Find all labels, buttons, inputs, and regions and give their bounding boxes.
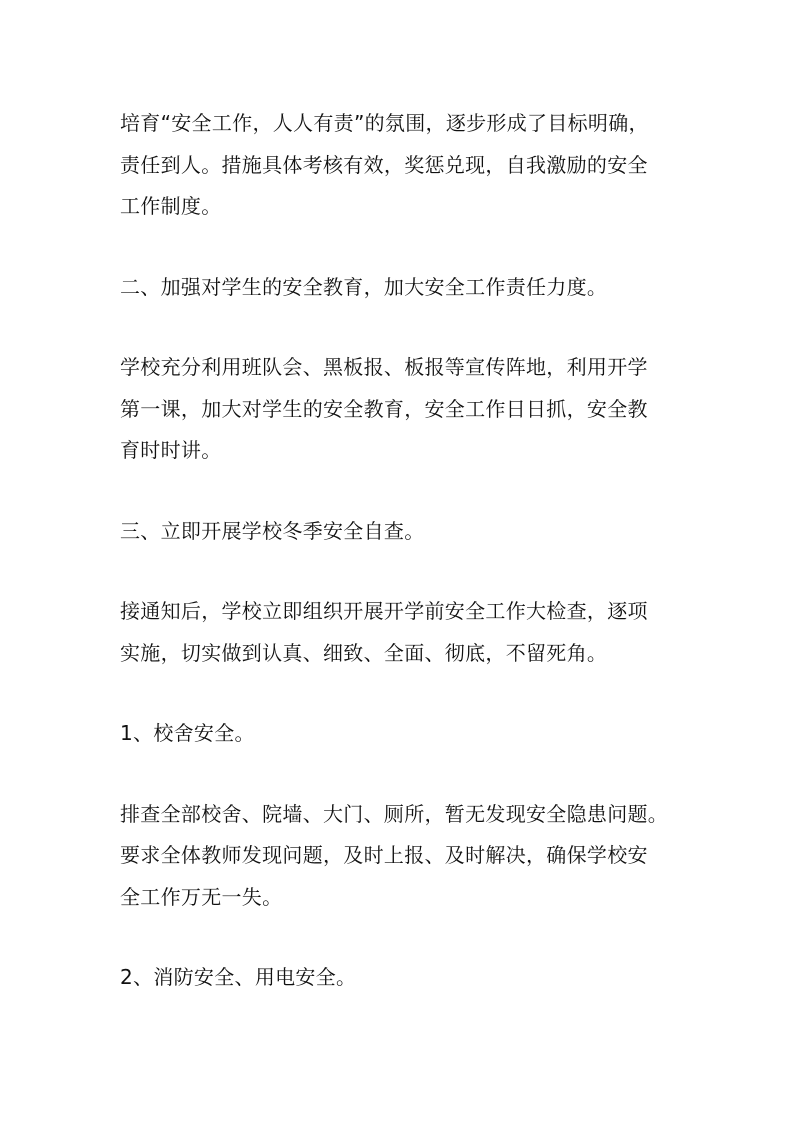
text-line: 育时时讲。: [120, 438, 222, 462]
text-line: 学校充分利用班队会、黑板报、板报等宣传阵地，利用开学: [120, 355, 648, 379]
section-heading: [120, 511, 680, 553]
paragraph: [120, 103, 680, 228]
subsection-heading: [120, 957, 680, 999]
document-body: [120, 103, 680, 999]
text-line: 第一课，加大对学生的安全教育，安全工作日日抓，安全教: [120, 396, 648, 421]
section-heading: [120, 267, 680, 309]
text-line: 要求全体教师发现问题，及时上报、及时解决，确保学校安: [120, 843, 648, 867]
text-line: 2、消防安全、用电安全。: [120, 965, 357, 989]
text-line: 培育“安全工作，人人有责”的氛围，逐步形成了目标明确，: [120, 111, 649, 135]
text-line: 接通知后，学校立即组织开展开学前安全工作大检查，逐项: [120, 599, 648, 623]
text-line: 排查全部校舍、院墙、大门、厕所，暂无发现安全隐患问题。: [120, 801, 669, 826]
text-line: 全工作万无一失。: [120, 884, 283, 909]
paragraph: [120, 347, 680, 472]
text-line: 三、立即开展学校冬季安全自查。: [120, 518, 425, 543]
text-line: 实施，切实做到认真、细致、全面、彻底，不留死角。: [120, 640, 608, 665]
text-line: 工作制度。: [120, 194, 222, 218]
text-line: 责任到人。措施具体考核有效，奖惩兑现，自我激励的安全: [120, 152, 648, 177]
text-line: 二、加强对学生的安全教育，加大安全工作责任力度。: [120, 274, 608, 299]
paragraph: [120, 794, 680, 919]
text-line: 1、校舍安全。: [120, 721, 255, 745]
paragraph: [120, 591, 680, 674]
subsection-heading: [120, 713, 680, 755]
